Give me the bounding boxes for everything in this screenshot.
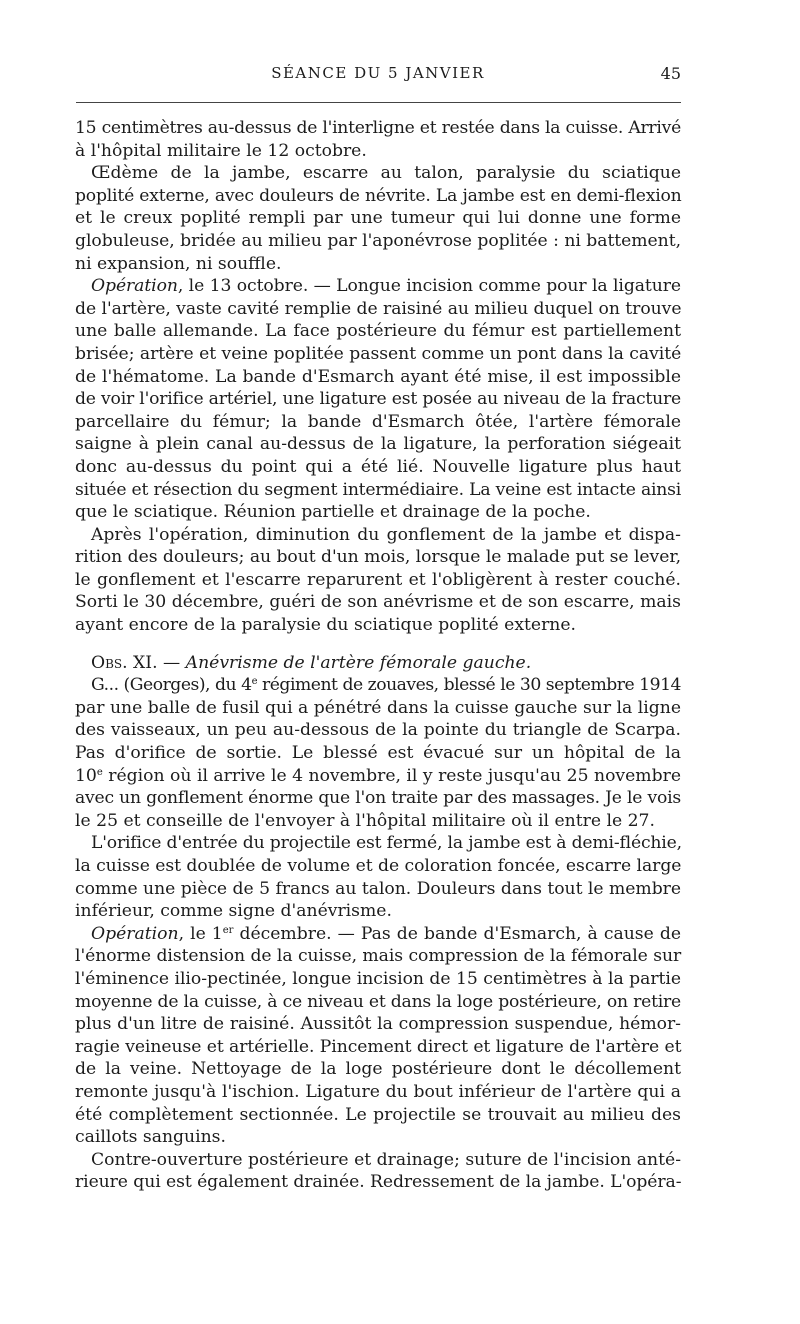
superscript: e	[96, 766, 103, 778]
paragraph-7	[75, 923, 681, 1149]
text-line: que le sciatique. Réunion partielle et drainage de la poche.	[75, 502, 591, 523]
text-line: Œdème de la jambe, escarre au talon, paralysie du sciatique	[91, 163, 681, 184]
running-title: SÉANCE DU 5 JANVIER	[271, 64, 485, 82]
text-line: de l'artère, vaste cavité remplie de raisiné au milieu duquel on trouve	[75, 298, 682, 319]
page-number: 45	[660, 64, 681, 83]
text-line: parcellaire du fémur; la bande d'Esmarch ôtée, l'artère fémorale	[75, 411, 681, 432]
text-line: 15 centimètres au-dessus de l'interligne et restée dans la cuisse. Arrivé	[75, 118, 681, 138]
text-line: par une balle de fusil qui a pénétré dans la cuisse gauche sur la ligne	[75, 697, 681, 718]
superscript: e	[251, 676, 258, 688]
text-line: donc au-dessus du point qui a été lié. Nouvelle ligature plus haut	[75, 456, 681, 477]
operation-label: Opération	[91, 276, 178, 297]
text-line: Sorti le 30 décembre, guéri de son anévrisme et de son escarre, mais	[75, 592, 681, 613]
paragraph-1	[75, 117, 681, 162]
text-run: —	[157, 652, 186, 673]
text-line: de l'hématome. La bande d'Esmarch ayant été mise, il est impossible	[75, 366, 681, 387]
observation-label: Obs. XI.	[91, 652, 158, 673]
section-gap	[75, 637, 681, 652]
text-line: l'énorme distension de la cuisse, mais compression de la fémorale sur	[75, 946, 682, 967]
text-run: région où il arrive le 4 novembre, il y reste jusqu'au 25 novembre	[102, 765, 681, 786]
superscript: er	[222, 924, 234, 936]
text-line: située et résection du segment intermédiaire. La veine est intacte ainsi	[75, 479, 681, 500]
text-line: la cuisse est doublée de volume et de coloration foncée, escarre large	[75, 856, 682, 876]
text-run: , le 13 octobre. — Longue incision comme pour la ligature	[177, 276, 681, 297]
observation-title: Anévrisme de l'artère fémorale gauche.	[185, 652, 532, 673]
text-line: caillots sanguins.	[75, 1127, 226, 1148]
text-line: une balle allemande. La face postérieure du fémur est partiellement	[75, 321, 681, 342]
text-line: et le creux poplité rempli par une tumeur qui lui donne une forme	[75, 208, 681, 229]
text-line	[75, 923, 681, 946]
text-line: Après l'opération, diminution du gonflement de la jambe et dispa-	[91, 524, 681, 545]
paragraph-6	[75, 832, 681, 922]
text-line: moyenne de la cuisse, à ce niveau et dans la loge postérieure, on retire	[75, 991, 681, 1012]
observation-heading	[75, 652, 681, 675]
header-rule	[76, 102, 681, 103]
text-line: rition des douleurs; au bout d'un mois, lorsque le malade put se lever,	[75, 547, 681, 568]
paragraph-4	[75, 524, 681, 637]
text-line: inférieur, comme signe d'anévrisme.	[75, 901, 392, 922]
paragraph-5	[75, 674, 681, 832]
text-line: ni expansion, ni souffle.	[75, 253, 282, 274]
text-line: ragie veineuse et artérielle. Pincement direct et ligature de l'artère et	[75, 1036, 682, 1057]
text-line	[75, 652, 681, 675]
text-run: , le 1	[178, 923, 223, 944]
text-line: comme une pièce de 5 francs au talon. Douleurs dans tout le membre	[75, 878, 681, 899]
text-line	[75, 765, 681, 788]
text-line: le 25 et conseille de l'envoyer à l'hôpital militaire où il entre le 27.	[75, 810, 655, 831]
operation-label: Opération	[91, 923, 179, 944]
text-line: à l'hôpital militaire le 12 octobre.	[75, 140, 367, 161]
text-line	[75, 674, 681, 697]
text-line: Contre-ouverture postérieure et drainage; suture de l'incision anté-	[91, 1149, 681, 1170]
text-line: avec un gonflement énorme que l'on traite par des massages. Je le vois	[75, 788, 681, 809]
text-line: rieure qui est également drainée. Redressement de la jambe. L'opéra-	[75, 1172, 682, 1193]
text-line: Pas d'orifice de sortie. Le blessé est évacué sur un hôpital de la	[75, 743, 681, 764]
text-line: ayant encore de la paralysie du sciatique poplité externe.	[75, 615, 577, 636]
text-line: poplité externe, avec douleurs de névrite. La jambe est en demi-flexion	[75, 185, 682, 206]
text-line: L'orifice d'entrée du projectile est fermé, la jambe est à demi-fléchie,	[91, 833, 682, 854]
text-line: le gonflement et l'escarre reparurent et l'obligèrent à rester couché.	[75, 569, 681, 590]
paragraph-8	[75, 1149, 681, 1194]
running-head	[75, 64, 681, 86]
text-line: été complètement sectionnée. Le projectile se trouvait au milieu des	[75, 1104, 681, 1125]
paragraph-3	[75, 275, 681, 524]
text-line: de voir l'orifice artériel, une ligature est posée au niveau de la fracture	[75, 389, 681, 410]
text-run: régiment de zouaves, blessé le 30 septembre 1914	[257, 675, 681, 696]
text-line: globuleuse, bridée au milieu par l'aponévrose poplitée : ni battement,	[75, 230, 681, 251]
text-line	[75, 275, 681, 298]
text-line: de la veine. Nettoyage de la loge postérieure dont le décollement	[75, 1059, 681, 1080]
body-text	[75, 117, 681, 1194]
text-line: l'éminence ilio-pectinée, longue incision de 15 centimètres à la partie	[75, 968, 681, 989]
paragraph-2	[75, 162, 681, 275]
text-run: G... (Georges), du 4	[91, 675, 252, 696]
text-line: plus d'un litre de raisiné. Aussitôt la compression suspendue, hémor-	[75, 1014, 681, 1035]
text-run: décembre. — Pas de bande d'Esmarch, à cause de	[233, 923, 681, 944]
text-line: saigne à plein canal au-dessus de la ligature, la perforation siégeait	[75, 434, 681, 455]
text-line: des vaisseaux, un peu au-dessous de la pointe du triangle de Scarpa.	[75, 720, 681, 741]
text-line: remonte jusqu'à l'ischion. Ligature du bout inférieur de l'artère qui a	[75, 1081, 681, 1102]
text-line: brisée; artère et veine poplitée passent comme un pont dans la cavité	[75, 343, 682, 364]
text-run: 10	[75, 765, 97, 786]
